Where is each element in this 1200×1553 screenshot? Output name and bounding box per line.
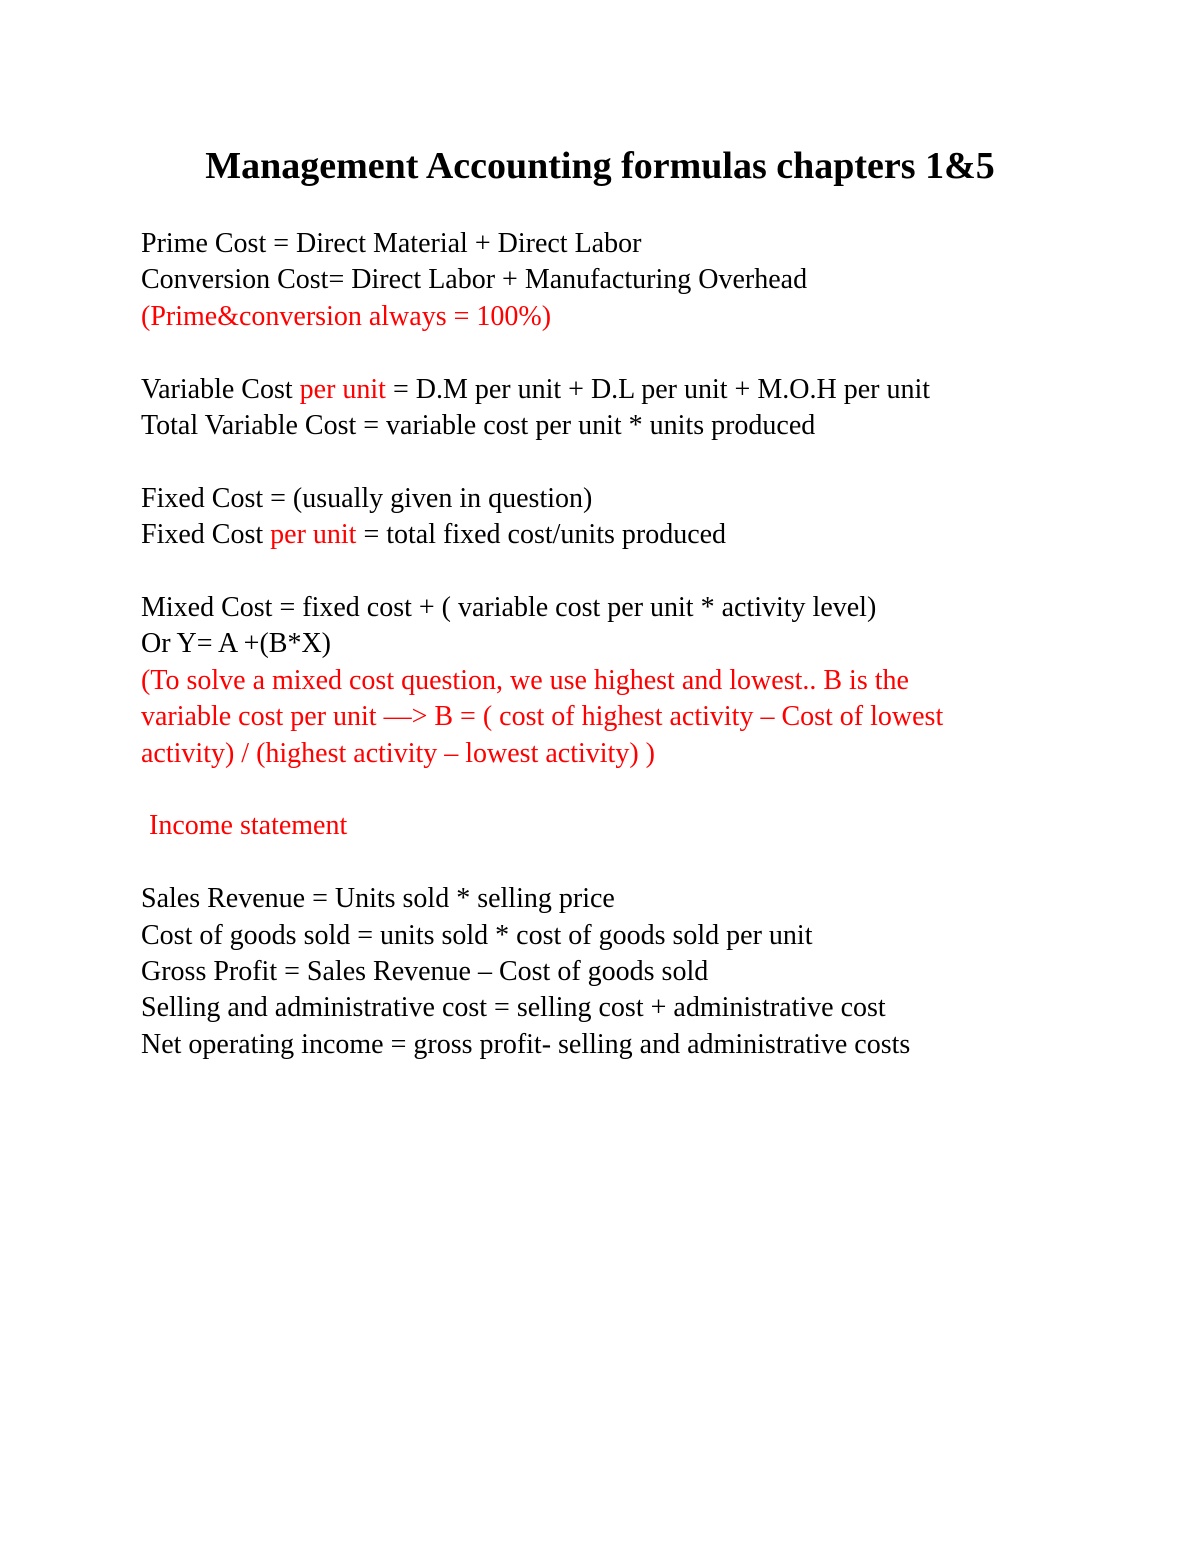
spacer (141, 335, 1081, 371)
spacer (141, 845, 1081, 881)
mixed-cost-equation: Or Y= A +(B*X) (141, 628, 331, 660)
net-operating-income-formula: Net operating income = gross profit- selling and administrative costs (141, 1028, 911, 1060)
variable-cost-label: Variable Cost (141, 373, 300, 405)
variable-cost-expression: = D.M per unit + D.L per unit + M.O.H per unit (385, 373, 930, 405)
spacer (141, 444, 1081, 480)
conversion-cost-formula: Conversion Cost= Direct Labor + Manufacturing Overhead (141, 264, 808, 296)
total-variable-cost-formula: Total Variable Cost = variable cost per unit * units produced (141, 410, 816, 442)
spacer (141, 554, 1081, 590)
gross-profit-formula: Gross Profit = Sales Revenue – Cost of goods sold (141, 956, 709, 988)
fixed-cost-label: Fixed Cost (141, 519, 271, 551)
fixed-cost-expression: = total fixed cost/units produced (356, 519, 727, 551)
sales-revenue-formula: Sales Revenue = Units sold * selling price (141, 883, 615, 915)
per-unit-highlight: per unit (299, 373, 386, 405)
page-title: Management Accounting formulas chapters 1&5 (205, 145, 995, 187)
fixed-cost-per-unit-formula (141, 517, 1081, 553)
mixed-cost-note-line-1: (To solve a mixed cost question, we use highest and lowest.. B is the (141, 664, 909, 696)
selling-admin-cost-formula: Selling and administrative cost = selling cost + administrative cost (141, 992, 886, 1024)
cogs-formula: Cost of goods sold = units sold * cost of goods sold per unit (141, 919, 813, 951)
mixed-cost-formula: Mixed Cost = fixed cost + ( variable cost per unit * activity level) (141, 592, 877, 624)
per-unit-highlight: per unit (270, 519, 357, 551)
mixed-cost-note-line-3: activity) / (highest activity – lowest activity) ) (141, 737, 655, 769)
income-statement-heading: Income statement (149, 810, 348, 842)
variable-cost-per-unit-formula (141, 372, 1081, 408)
spacer (141, 772, 1081, 808)
mixed-cost-note-line-2: variable cost per unit —> B = ( cost of highest activity – Cost of lowest (141, 701, 944, 733)
formula-list (141, 226, 1081, 1063)
prime-cost-formula: Prime Cost = Direct Material + Direct Labor (141, 228, 642, 259)
prime-conversion-note: (Prime&conversion always = 100%) (141, 300, 552, 332)
fixed-cost-formula: Fixed Cost = (usually given in question) (141, 482, 593, 514)
